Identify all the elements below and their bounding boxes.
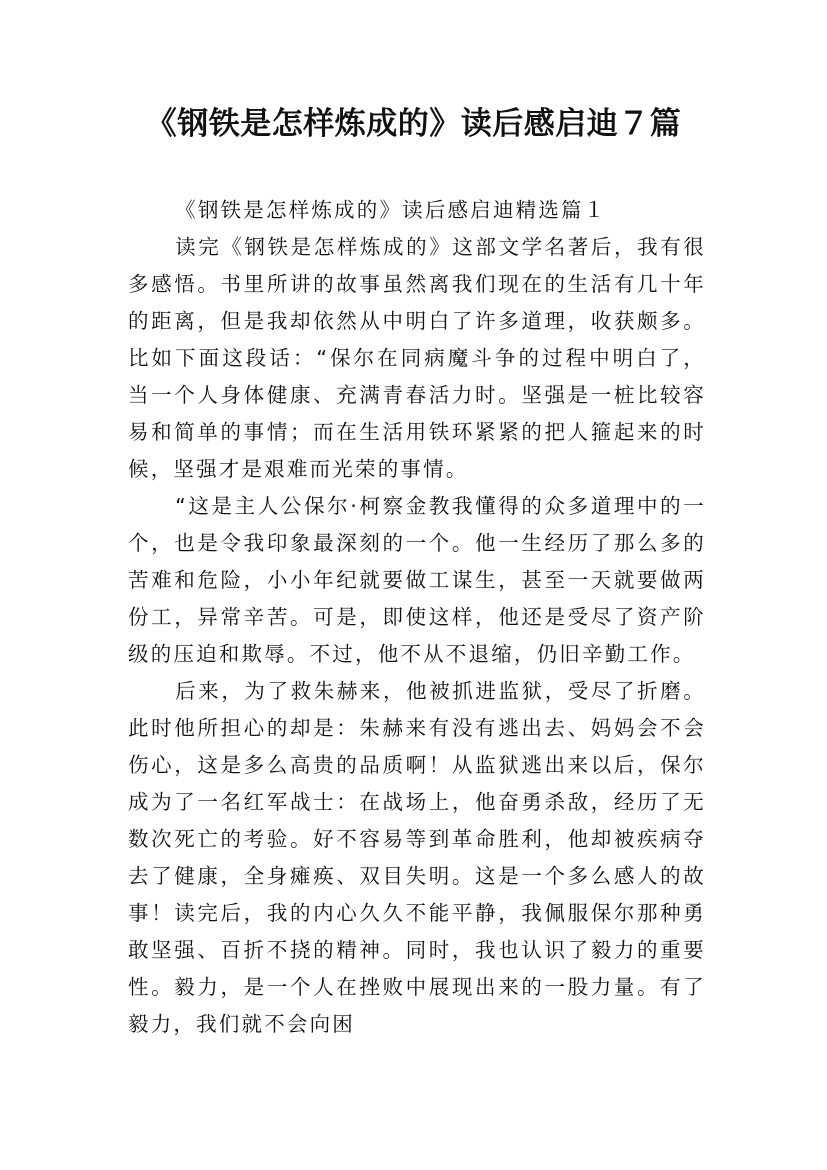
paragraph: 读完《钢铁是怎样炼成的》这部文学名著后，我有很多感悟。书里所讲的故事虽然离我们现在的生活有几十年的距离，但是我却依然从中明白了许多道理，收获颇多。比如下面这段话：“保尔在同病魔斗争的过程中明白了，当一个人身体健康、充满青春活力时。坚强是一桩比较容易和简单的事情；而在生活用铁环紧紧的把人箍起来的时候，坚强才是艰难而光荣的事情。 <box>128 235 706 481</box>
paragraph: “这是主人公保尔·柯察金教我懂得的众多道理中的一个，也是令我印象最深刻的一个。他一生经历了那么多的苦难和危险，小小年纪就要做工谋生，甚至一天就要做两份工，异常辛苦。可是，即使这样，他还是受尽了资产阶级的压迫和欺辱。不过，他不从不退缩，仍旧辛勤工作。 <box>128 494 706 666</box>
document-title: 《钢铁是怎样炼成的》读后感启迪７篇 <box>145 106 682 142</box>
section-heading: 《钢铁是怎样炼成的》读后感启迪精选篇１ <box>175 198 607 222</box>
paragraph: 后来，为了救朱赫来，他被抓进监狱，受尽了折磨。此时他所担心的却是：朱赫来有没有逃出去、妈妈会不会伤心，这是多么高贵的品质啊！从监狱逃出来以后，保尔成为了一名红军战士：在战场上，他奋勇杀敌，经历了无数次死亡的考验。好不容易等到革命胜利，他却被疾病夺去了健康，全身瘫痪、双目失明。这是一个多么感人的故事！读完后，我的内心久久不能平静，我佩服保尔那种勇敢坚强、百折不挠的精神。同时，我也认识了毅力的重要性。毅力，是一个人在挫败中展现出来的一股力量。有了毅力，我们就不会向困 <box>128 679 706 1036</box>
document-body <box>128 192 706 1043</box>
